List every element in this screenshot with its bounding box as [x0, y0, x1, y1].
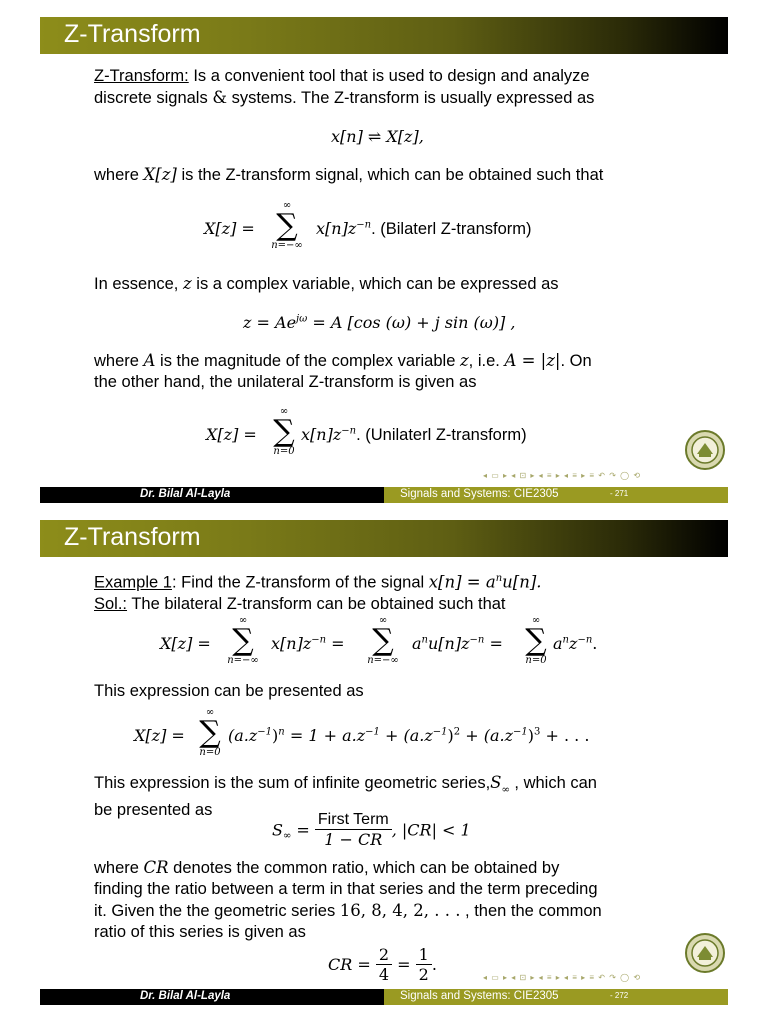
period: . [592, 634, 598, 653]
text: ratio of this series is given as [94, 923, 306, 941]
eq2-rhs [228, 726, 589, 745]
summation-sign: ∞ ∑ n=−∞ [218, 615, 268, 667]
page-number: - 271 [610, 489, 629, 498]
text: finding the ratio between a term in that series and the term preceding [94, 880, 598, 898]
exponent: n [421, 634, 428, 646]
exponent: n [278, 726, 285, 738]
text: it. Given the the geometric series [94, 902, 340, 920]
sum-upper: ∞ [238, 615, 248, 626]
math-A-eq: A = |z| [504, 351, 561, 370]
term: z [569, 634, 578, 653]
term: x[n]z [301, 425, 342, 444]
denominator: 2 [418, 965, 429, 984]
subscript: ∞ [282, 830, 292, 842]
sum-lower: n=0 [273, 446, 295, 457]
slide-title: Z-Transform [64, 20, 201, 48]
ratio-equation [328, 945, 437, 984]
sum-lower: n=−∞ [227, 655, 259, 666]
paren: ) [447, 726, 454, 745]
eq1-lhs: X[z] = [160, 634, 211, 653]
term: = 1 + a.z [284, 726, 366, 745]
sum-lower: n=−∞ [271, 240, 303, 251]
text: In essence, [94, 275, 183, 293]
footer-left [40, 989, 384, 1005]
slide-title-bar [40, 17, 728, 54]
example-label: Example 1 [94, 573, 172, 592]
text: This expression is the sum of infinite geometric series, [94, 774, 491, 792]
term: a [412, 634, 422, 653]
sum-lower: n=−∞ [367, 655, 399, 666]
numerator: First Term [315, 811, 392, 830]
fraction [315, 811, 392, 849]
term: + (a.z [460, 726, 514, 745]
exponent: −1 [257, 726, 273, 738]
sum-upper: ∞ [378, 615, 388, 626]
eq1-term2 [412, 634, 503, 653]
term: + (a.z [379, 726, 433, 745]
fraction [416, 945, 432, 984]
term: u[n]z [428, 634, 470, 653]
text: , i.e. [468, 352, 505, 370]
intro-paragraph [94, 66, 594, 109]
magnitude-paragraph [94, 350, 592, 393]
paren: ) [272, 726, 279, 745]
exponent: −1 [513, 726, 528, 738]
intro-line-2b: systems. The Z-transform is usually expressed as [227, 89, 595, 107]
sum-upper: ∞ [282, 200, 292, 211]
slide-footer [40, 989, 728, 1005]
university-seal-icon [685, 430, 725, 470]
example-paragraph [94, 568, 542, 615]
text: , which can [509, 774, 597, 792]
text: where [94, 352, 144, 370]
footer-course: Signals and Systems: CIE2305 [400, 488, 559, 500]
equals: = [291, 820, 310, 840]
denominator: 1 − CR [324, 830, 383, 849]
beamer-navigation[interactable]: ◂ ▭ ▸ ◂ ⊡ ▸ ◂ ≡ ▸ ◂ ≡ ▸ ≡ ↶ ↷ ◯ ⟲ [483, 471, 642, 480]
footer-right [384, 989, 728, 1005]
text: denotes the common ratio, which can be obtained by [168, 859, 560, 877]
term: = A [cos (ω) + j sin (ω)] , [307, 313, 516, 332]
paren: ) [527, 726, 535, 745]
essence-line [94, 273, 559, 295]
term: (a.z [228, 726, 258, 745]
sum-lower: n=0 [525, 655, 547, 666]
footer-author: Dr. Bilal Al-Layla [140, 488, 231, 500]
numerator: 1 [416, 945, 432, 965]
exponent: 2 [453, 726, 461, 738]
exponent: −1 [365, 726, 380, 738]
eq1-term1 [271, 634, 345, 653]
intro-line-2a: discrete signals [94, 89, 213, 107]
footer-right [384, 487, 728, 503]
unilateral-lhs: X[z] = [206, 425, 257, 444]
exponent: n [562, 634, 569, 646]
transform-pair-equation [331, 127, 424, 146]
footer-course: Signals and Systems: CIE2305 [400, 990, 559, 1002]
math-CR: CR [143, 858, 169, 877]
equals: = [326, 634, 345, 653]
equals: = [484, 634, 503, 653]
euler-equation [243, 313, 515, 332]
text: is a complex variable, which can be expressed as [191, 275, 559, 293]
exponent: −n [311, 634, 327, 646]
eq2-lhs: X[z] = [134, 726, 185, 745]
denominator: 4 [378, 965, 390, 984]
transform-pair: x[n] ⇌ X[z], [331, 127, 424, 146]
university-seal-icon [685, 933, 725, 973]
text: : Find the Z-transform of the signal [171, 573, 429, 592]
presented-line: This expression can be presented as [94, 682, 364, 700]
summation-sign: ∞ ∑ n=0 [518, 615, 554, 667]
summation-sign: ∞ ∑ n=−∞ [262, 200, 312, 252]
math-CR: CR = [328, 955, 371, 974]
text: is the magnitude of the complex variable [155, 352, 460, 370]
sum-upper: ∞ [531, 615, 541, 626]
equals: = [392, 955, 411, 974]
slide-title: Z-Transform [64, 523, 201, 551]
text: where [94, 166, 144, 184]
numerator: 2 [376, 945, 392, 965]
beamer-navigation[interactable]: ◂ ▭ ▸ ◂ ⊡ ▸ ◂ ≡ ▸ ◂ ≡ ▸ ≡ ↶ ↷ ◯ ⟲ [483, 973, 642, 982]
term: x[n]z [271, 634, 312, 653]
label: . (Unilaterl Z-transform) [356, 426, 527, 444]
slide-272 [0, 512, 768, 1017]
exponent: −n [341, 425, 357, 437]
slide-title-bar [40, 520, 728, 557]
exponent: n [495, 573, 503, 584]
exponent: 3 [534, 726, 541, 738]
unilateral-rhs [301, 425, 527, 445]
fraction [376, 945, 392, 984]
text: is the Z-transform signal, which can be obtained such that [176, 166, 604, 184]
exponent: −1 [432, 726, 448, 738]
exponent: jω [296, 313, 308, 325]
intro-label: Z-Transform: [94, 67, 189, 85]
infinite-sum-equation [272, 811, 471, 849]
term: a [553, 634, 563, 653]
slide-271 [0, 0, 768, 505]
math-A: A [143, 351, 156, 370]
math-z: z [459, 351, 469, 370]
where-line-1 [94, 164, 603, 186]
exponent: −n [577, 634, 593, 646]
summation-sign: ∞ ∑ n=0 [264, 406, 304, 458]
period: . [431, 955, 437, 974]
math-series: 16, 8, 4, 2, . . . [339, 901, 461, 920]
condition: , |CR| < 1 [391, 820, 471, 840]
math-S: S [490, 773, 502, 792]
bilateral-lhs: X[z] = [204, 219, 255, 238]
math-signal: u[n]. [502, 572, 542, 592]
solution-label: Sol.: [94, 594, 128, 613]
summation-sign: ∞ ∑ n=0 [192, 707, 228, 759]
term: x[n]z [316, 219, 357, 238]
math-z: z [182, 274, 192, 293]
math-Xz: X[z] [143, 165, 177, 184]
sum-lower: n=0 [199, 747, 221, 758]
ampersand: & [212, 88, 227, 107]
text: . On [560, 352, 592, 370]
label: . (Bilaterl Z-transform) [371, 220, 532, 238]
slide-footer [40, 487, 728, 503]
sum-upper: ∞ [205, 707, 215, 718]
intro-line-1: Is a convenient tool that is used to design and analyze [188, 67, 590, 85]
math-S: S [272, 820, 283, 840]
subscript: ∞ [501, 784, 510, 796]
ellipsis: + . . . [540, 726, 590, 745]
footer-author: Dr. Bilal Al-Layla [140, 990, 231, 1002]
text: The bilateral Z-transform can be obtained such that [127, 594, 506, 613]
bilateral-rhs [316, 219, 532, 239]
text: the other hand, the unilateral Z-transform is given as [94, 373, 477, 391]
sum-upper: ∞ [279, 406, 289, 417]
exponent: −n [469, 634, 485, 646]
text: , then the common [460, 902, 602, 920]
common-ratio-paragraph [94, 857, 602, 943]
eq1-term3 [553, 634, 597, 653]
exponent: −n [356, 219, 372, 231]
summation-sign: ∞ ∑ n=−∞ [358, 615, 408, 667]
text: be presented as [94, 801, 213, 820]
footer-left [40, 487, 384, 503]
page-number: - 272 [610, 991, 629, 1000]
term: z = Ae [243, 313, 297, 332]
text: where [94, 859, 144, 877]
math-signal: x[n] = a [428, 572, 496, 592]
